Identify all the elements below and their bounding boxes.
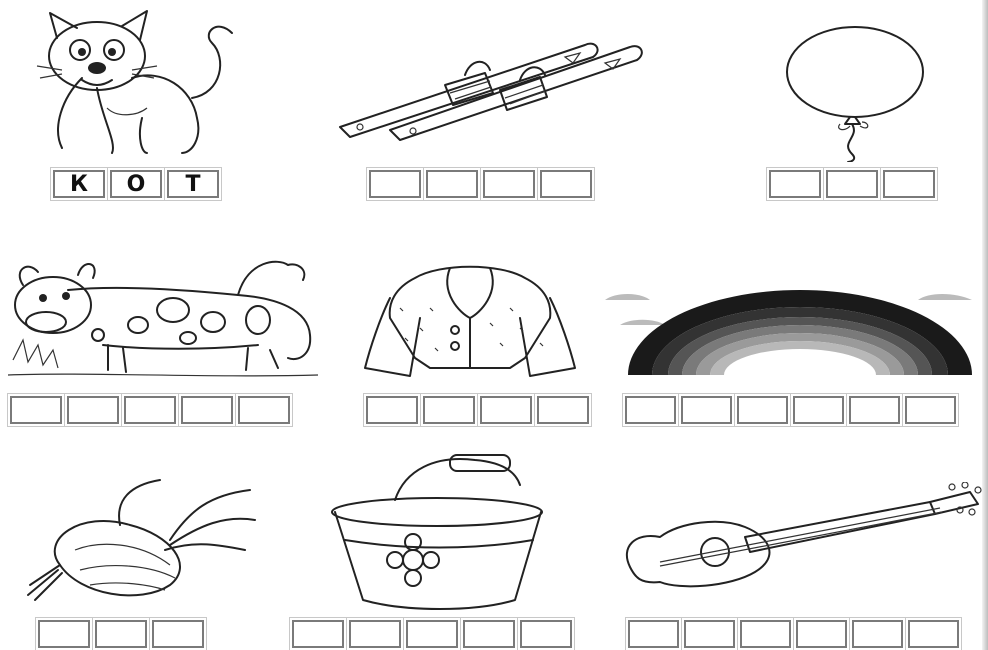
letter-cell[interactable] (369, 170, 421, 198)
answer-row-skis (369, 170, 592, 198)
letter-cell[interactable] (883, 170, 935, 198)
letter-cell[interactable] (625, 396, 676, 424)
cat-picture (22, 8, 252, 158)
onion-picture (20, 470, 260, 610)
letter-cell[interactable]: О (110, 170, 162, 198)
letter-cell[interactable] (38, 620, 90, 648)
letter-cell[interactable] (406, 620, 458, 648)
letter-cell[interactable] (852, 620, 903, 648)
letter-cell[interactable] (796, 620, 847, 648)
letter-cell[interactable]: Т (167, 170, 219, 198)
answer-row-cat (53, 170, 219, 198)
answer-row-balloon (769, 170, 935, 198)
letter-cell[interactable] (124, 396, 176, 424)
answer-row-bucket (292, 620, 572, 648)
letter-cell[interactable] (681, 396, 732, 424)
cow-picture (8, 250, 328, 385)
fur-coat-picture (360, 258, 580, 383)
letter-cell[interactable] (366, 396, 418, 424)
letter-cell[interactable] (684, 620, 735, 648)
answer-row-guitar (628, 620, 959, 648)
letter-cell[interactable] (67, 396, 119, 424)
letter-cell[interactable] (540, 170, 592, 198)
letter-cell[interactable] (10, 396, 62, 424)
letter-cell[interactable] (349, 620, 401, 648)
letter-cell[interactable] (426, 170, 478, 198)
letter-cell[interactable] (737, 396, 788, 424)
guitar-picture (620, 482, 985, 592)
letter-cell[interactable] (537, 396, 589, 424)
letter-cell[interactable] (483, 170, 535, 198)
letter-cell[interactable] (95, 620, 147, 648)
letter-cell[interactable]: К (53, 170, 105, 198)
letter-cell[interactable] (238, 396, 290, 424)
letter-cell[interactable] (769, 170, 821, 198)
skis-picture (335, 35, 645, 145)
letter-cell[interactable] (152, 620, 204, 648)
balloon-picture (780, 22, 940, 162)
letter-cell[interactable] (826, 170, 878, 198)
answer-row-rainbow (625, 396, 956, 424)
page-edge-shadow (982, 0, 988, 650)
bucket-picture (325, 450, 555, 615)
letter-cell[interactable] (181, 396, 233, 424)
letter-cell[interactable] (628, 620, 679, 648)
letter-cell[interactable] (423, 396, 475, 424)
rainbow-picture (600, 280, 980, 380)
answer-row-fur-coat (366, 396, 589, 424)
letter-cell[interactable] (908, 620, 959, 648)
letter-cell[interactable] (905, 396, 956, 424)
letter-cell[interactable] (740, 620, 791, 648)
letter-cell[interactable] (849, 396, 900, 424)
letter-cell[interactable] (292, 620, 344, 648)
letter-cell[interactable] (520, 620, 572, 648)
answer-row-cow (10, 396, 290, 424)
letter-cell[interactable] (480, 396, 532, 424)
answer-row-onion (38, 620, 204, 648)
letter-cell[interactable] (463, 620, 515, 648)
letter-cell[interactable] (793, 396, 844, 424)
